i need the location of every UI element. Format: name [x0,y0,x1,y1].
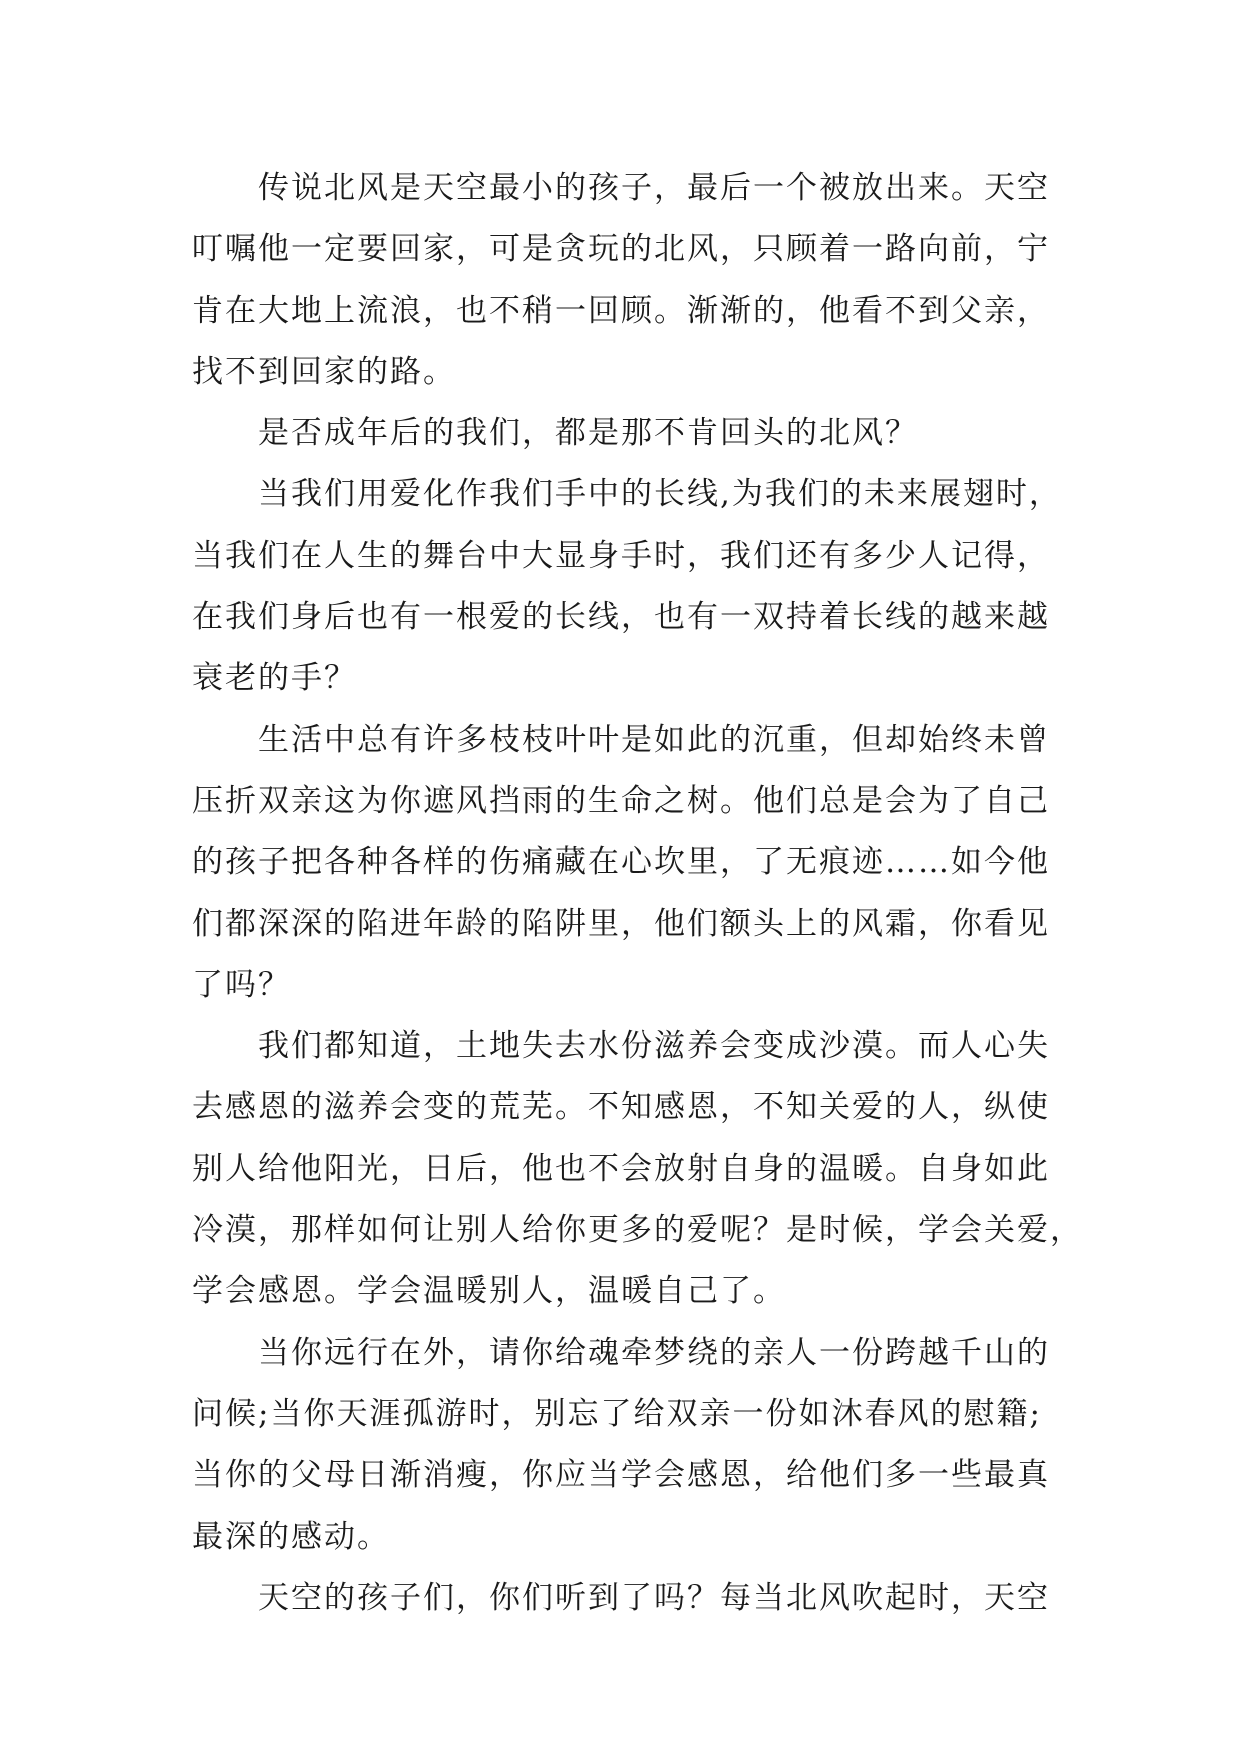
text-line: 我们都知道，土地失去水份滋养会变成沙漠。而人心失 [258,1028,1050,1065]
text-line: 肯在大地上流浪，也不稍一回顾。渐渐的，他看不到父亲， [192,292,1050,329]
text-line: 压折双亲这为你遮风挡雨的生命之树。他们总是会为了自己 [192,782,1050,819]
text-line: 了吗？ [192,966,291,1003]
text-line: 当你远行在外，请你给魂牵梦绕的亲人一份跨越千山的 [258,1334,1050,1371]
text-line: 当你的父母日渐消瘦，你应当学会感恩，给他们多一些最真 [192,1457,1050,1494]
text-line: 生活中总有许多枝枝叶叶是如此的沉重，但却始终未曾 [258,721,1050,758]
text-line: 是否成年后的我们，都是那不肯回头的北风？ [258,415,918,452]
text-line: 找不到回家的路。 [192,353,456,390]
text-line: 们都深深的陷进年龄的陷阱里，他们额头上的风霜，你看见 [192,905,1050,942]
text-line: 去感恩的滋养会变的荒芜。不知感恩，不知关爱的人，纵使 [192,1089,1050,1126]
text-line: 的孩子把各种各样的伤痛藏在心坎里，了无痕迹……如今他 [192,844,1050,881]
text-line: 学会感恩。学会温暖别人，温暖自己了。 [192,1273,786,1310]
text-line: 别人给他阳光，日后，他也不会放射自身的温暖。自身如此 [192,1150,1050,1187]
text-line: 冷漠，那样如何让别人给你更多的爱呢？是时候，学会关爱， [192,1212,1083,1249]
text-line: 衰老的手？ [192,660,357,697]
text-line: 问候;当你天涯孤游时，别忘了给双亲一份如沐春风的慰籍; [192,1395,1042,1432]
text-line: 在我们身后也有一根爱的长线，也有一双持着长线的越来越 [192,599,1050,636]
text-line: 当我们在人生的舞台中大显身手时，我们还有多少人记得， [192,537,1050,574]
text-line: 传说北风是天空最小的孩子，最后一个被放出来。天空 [258,170,1050,206]
text-line: 当我们用爱化作我们手中的长线,为我们的未来展翅时， [258,476,1062,513]
text-line: 天空的孩子们，你们听到了吗？每当北风吹起时，天空 [258,1579,1050,1616]
text-line: 最深的感动。 [192,1518,390,1555]
body-text [192,158,1083,1629]
text-line: 叮嘱他一定要回家，可是贪玩的北风，只顾着一路向前，宁 [192,231,1050,268]
